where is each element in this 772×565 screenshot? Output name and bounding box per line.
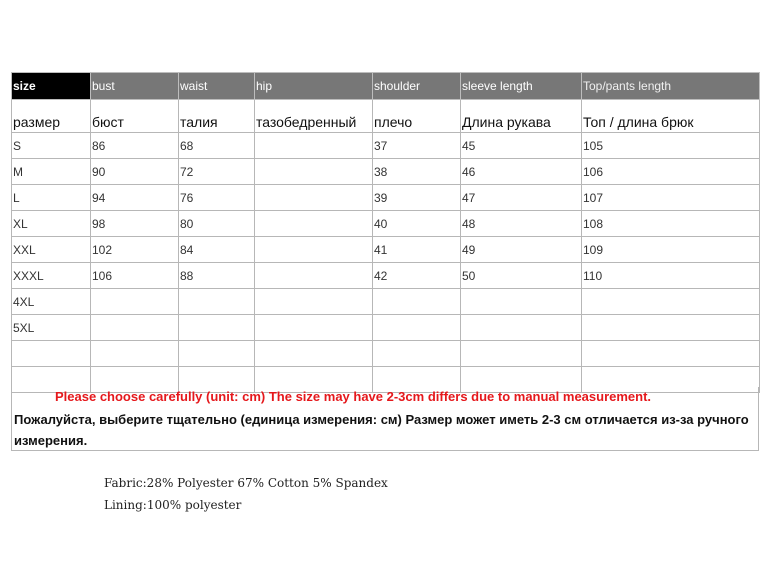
table-cell: [91, 289, 179, 315]
table-cell: [582, 315, 760, 341]
notice-russian: Пожалуйста, выберите тщательно (единица измерения: см) Размер может иметь 2-3 см отличается из-за ручного измерения.: [14, 412, 749, 448]
table-cell: 90: [91, 159, 179, 185]
table-cell: XXXL: [12, 263, 91, 289]
table-cell: [461, 341, 582, 367]
header-row: [12, 73, 760, 100]
table-cell: [582, 341, 760, 367]
table-cell: 42: [373, 263, 461, 289]
table-cell: [255, 185, 373, 211]
table-cell: [255, 237, 373, 263]
table-row: [12, 237, 760, 263]
table-row: [12, 159, 760, 185]
table-cell: [179, 289, 255, 315]
table-cell: 84: [179, 237, 255, 263]
table-cell: M: [12, 159, 91, 185]
table-cell: XL: [12, 211, 91, 237]
header-ru-bust: бюст: [91, 100, 179, 133]
table-cell: 41: [373, 237, 461, 263]
table-cell: [255, 211, 373, 237]
table-cell: [373, 341, 461, 367]
table-row: [12, 341, 760, 367]
table-cell: 109: [582, 237, 760, 263]
header-hip: hip: [255, 73, 373, 100]
table-cell: 45: [461, 133, 582, 159]
table-cell: XXL: [12, 237, 91, 263]
russian-header-row: [12, 100, 760, 133]
table-cell: [255, 159, 373, 185]
table-cell: [12, 341, 91, 367]
lining-composition: Lining:100% polyester: [104, 498, 242, 512]
table-cell: 86: [91, 133, 179, 159]
table-cell: [255, 341, 373, 367]
table-cell: 38: [373, 159, 461, 185]
notice-english: Please choose carefully (unit: cm) The size may have 2-3cm differs due to manual measurement.: [55, 389, 652, 404]
table-cell: 49: [461, 237, 582, 263]
table-cell: [461, 289, 582, 315]
header-top-pants-length: Top/pants length: [582, 73, 760, 100]
header-ru-waist: талия: [179, 100, 255, 133]
table-cell: [255, 289, 373, 315]
header-ru-size: размер: [12, 100, 91, 133]
table-row: [12, 133, 760, 159]
table-cell: 46: [461, 159, 582, 185]
table-cell: L: [12, 185, 91, 211]
table-row: [12, 263, 760, 289]
table-cell: 102: [91, 237, 179, 263]
table-row: [12, 315, 760, 341]
table-cell: [373, 289, 461, 315]
table-cell: 50: [461, 263, 582, 289]
table-cell: 37: [373, 133, 461, 159]
table-cell: 106: [582, 159, 760, 185]
header-ru-top-pants-length: Топ / длина брюк: [582, 100, 760, 133]
table-cell: 107: [582, 185, 760, 211]
table-cell: 47: [461, 185, 582, 211]
header-ru-hip: тазобедренный: [255, 100, 373, 133]
table-cell: 72: [179, 159, 255, 185]
table-cell: [179, 315, 255, 341]
table-cell: 98: [91, 211, 179, 237]
measurement-notice: [11, 387, 759, 451]
table-cell: [582, 289, 760, 315]
table-cell: [91, 315, 179, 341]
table-cell: [255, 133, 373, 159]
table-row: [12, 289, 760, 315]
table-cell: 76: [179, 185, 255, 211]
table-row: [12, 185, 760, 211]
table-cell: 105: [582, 133, 760, 159]
table-cell: 80: [179, 211, 255, 237]
table-cell: 39: [373, 185, 461, 211]
header-sleeve-length: sleeve length: [461, 73, 582, 100]
header-bust: bust: [91, 73, 179, 100]
table-cell: [255, 315, 373, 341]
table-cell: 68: [179, 133, 255, 159]
header-waist: waist: [179, 73, 255, 100]
fabric-composition: Fabric:28% Polyester 67% Cotton 5% Spandex: [104, 476, 388, 490]
table-cell: 106: [91, 263, 179, 289]
table-cell: 88: [179, 263, 255, 289]
table-cell: S: [12, 133, 91, 159]
table-cell: [255, 263, 373, 289]
table-cell: 94: [91, 185, 179, 211]
header-ru-sleeve-length: Длина рукава: [461, 100, 582, 133]
table-cell: [179, 341, 255, 367]
table-cell: [91, 341, 179, 367]
table-row: [12, 211, 760, 237]
header-ru-shoulder: плечо: [373, 100, 461, 133]
table-cell: 40: [373, 211, 461, 237]
table-cell: [461, 315, 582, 341]
table-cell: [373, 315, 461, 341]
table-cell: 48: [461, 211, 582, 237]
header-shoulder: shoulder: [373, 73, 461, 100]
header-size: size: [12, 73, 91, 100]
table-cell: 110: [582, 263, 760, 289]
size-chart-table: [11, 72, 760, 393]
table-cell: 4XL: [12, 289, 91, 315]
table-cell: 5XL: [12, 315, 91, 341]
table-cell: 108: [582, 211, 760, 237]
